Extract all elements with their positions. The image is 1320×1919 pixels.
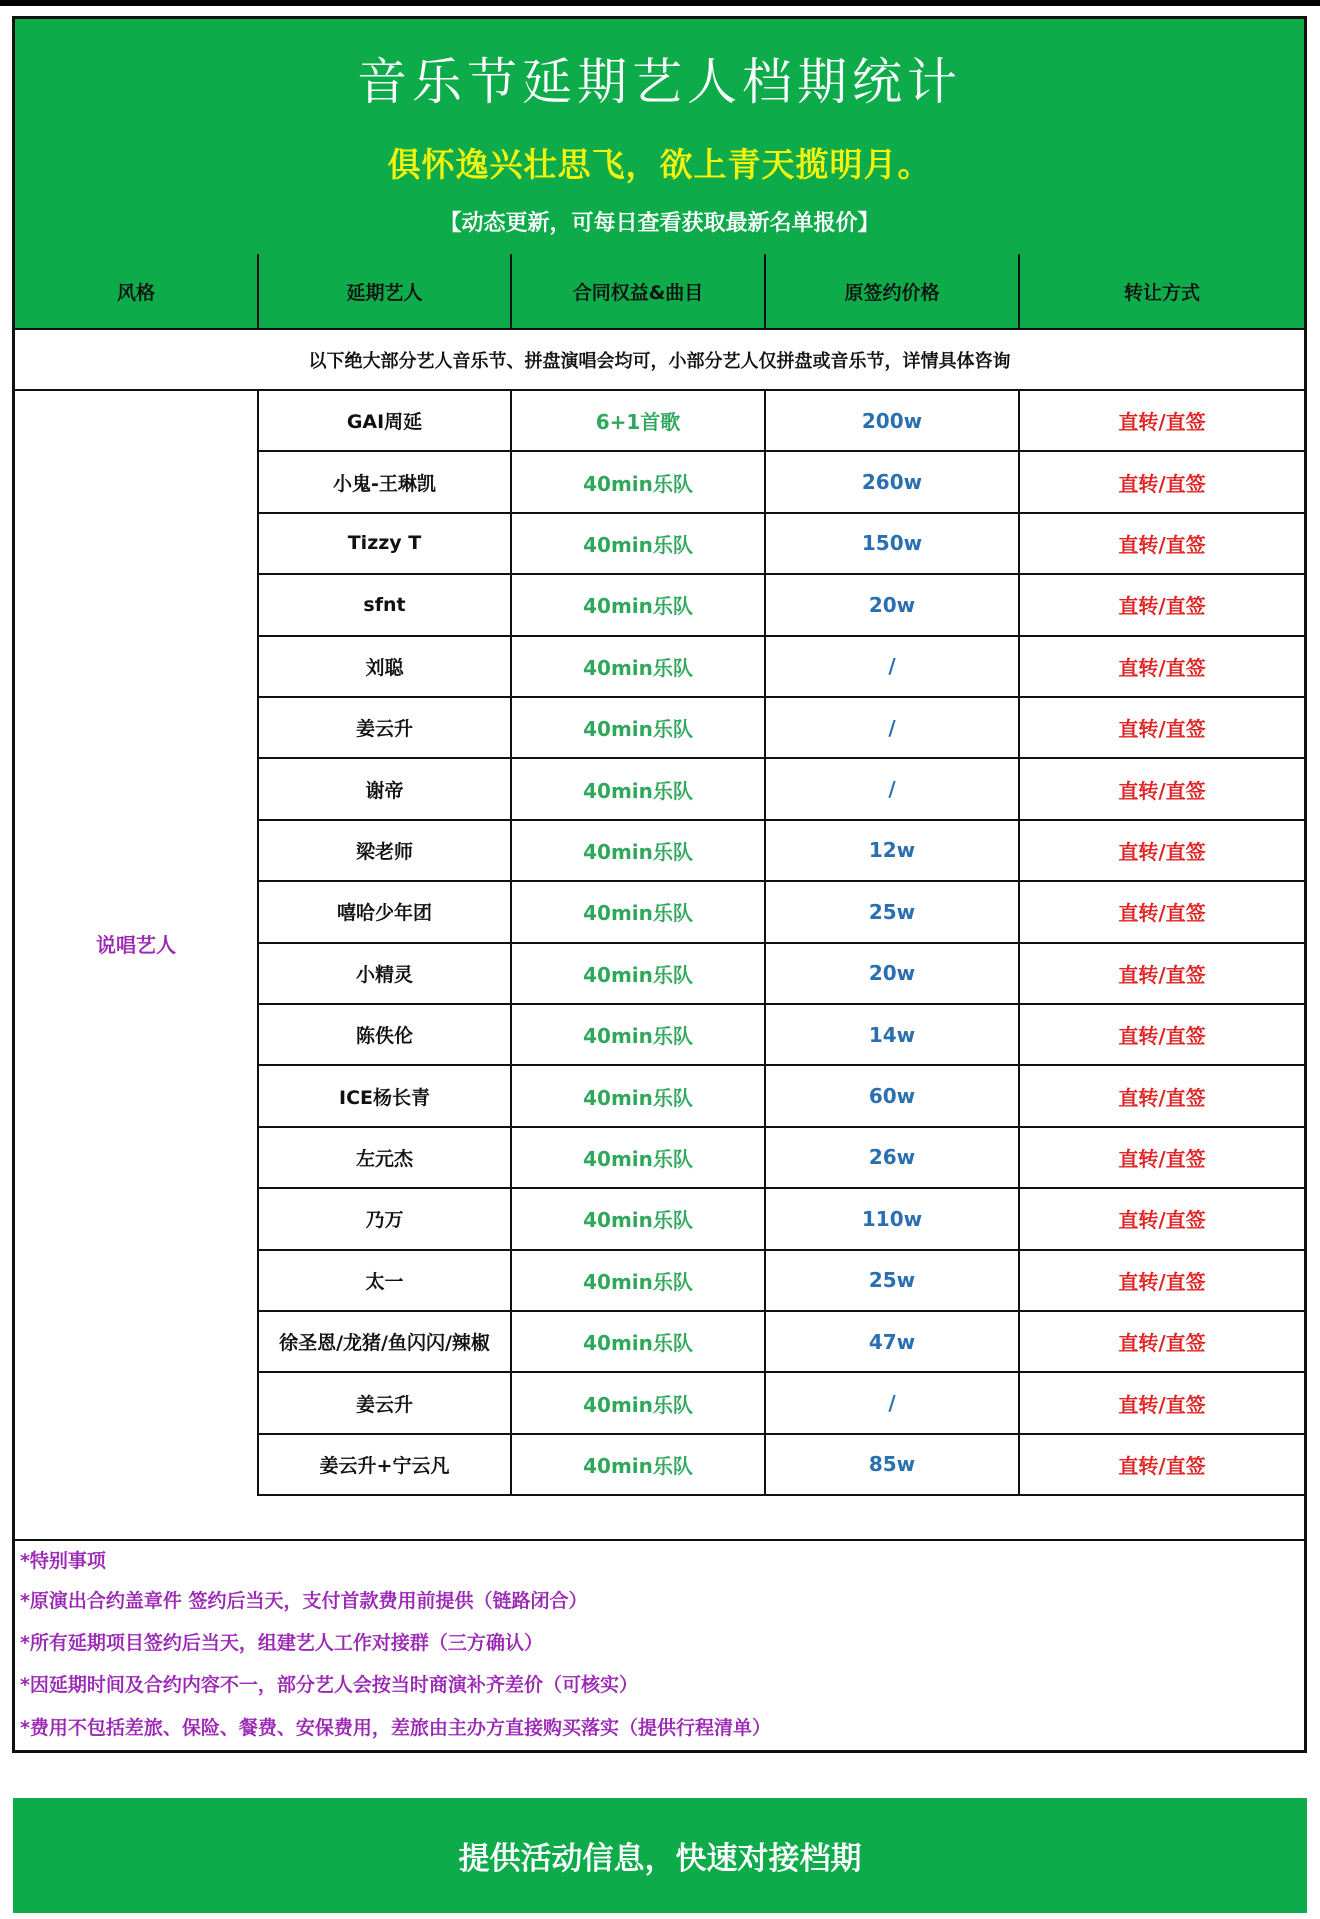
price-cell: 260w [766, 452, 1020, 511]
price-cell: 60w [766, 1066, 1020, 1125]
transfer-cell: 直转/直签 [1118, 717, 1206, 742]
price-cell: 200w [766, 391, 1020, 450]
rights-cell: 40min乐队 [512, 1373, 766, 1432]
table-row [259, 637, 1304, 698]
transfer-cell: 直转/直签 [1118, 1269, 1206, 1294]
transfer-cell: 直转/直签 [1118, 1146, 1206, 1171]
transfer-cell: 直转/直签 [1118, 655, 1206, 680]
table-row [259, 821, 1304, 882]
price-cell: / [766, 698, 1020, 757]
rights-cell: 40min乐队 [512, 1128, 766, 1187]
column-header-style: 风格 [15, 254, 259, 330]
price-cell: 150w [766, 514, 1020, 573]
transfer-cell: 直转/直签 [1118, 1392, 1206, 1417]
rights-cell: 40min乐队 [512, 882, 766, 941]
artist-table [12, 254, 1307, 1541]
transfer-cell: 直转/直签 [1118, 1085, 1206, 1110]
price-cell: 25w [766, 882, 1020, 941]
transfer-cell: 直转/直签 [1118, 962, 1206, 987]
artist-cell: 小鬼-王琳凯 [259, 452, 512, 511]
price-cell: / [766, 759, 1020, 818]
table-row [259, 575, 1304, 636]
note-item: *因延期时间及合约内容不一，部分艺人会按当时商演补齐差价（可核实） [20, 1674, 638, 1696]
footer-cta-banner [13, 1798, 1307, 1913]
artist-cell: 姜云升 [259, 1373, 512, 1432]
artist-cell: 徐圣恩/龙猪/鱼闪闪/辣椒 [259, 1312, 512, 1371]
column-header-price: 原签约价格 [766, 254, 1020, 330]
empty-row [15, 1496, 1304, 1542]
artist-cell: 嘻哈少年团 [259, 882, 512, 941]
rights-cell: 40min乐队 [512, 1312, 766, 1371]
transfer-cell: 直转/直签 [1118, 1024, 1206, 1049]
table-row [259, 698, 1304, 759]
table-row [259, 1128, 1304, 1189]
table-row [259, 1005, 1304, 1066]
price-cell: 20w [766, 575, 1020, 634]
artist-cell: 刘聪 [259, 637, 512, 696]
price-cell: / [766, 637, 1020, 696]
artist-cell: 姜云升 [259, 698, 512, 757]
table-row [259, 391, 1304, 452]
artist-cell: ICE杨长青 [259, 1066, 512, 1125]
rights-cell: 40min乐队 [512, 1005, 766, 1064]
table-row [259, 1251, 1304, 1312]
rights-cell: 40min乐队 [512, 1251, 766, 1310]
price-cell: 47w [766, 1312, 1020, 1371]
rights-cell: 40min乐队 [512, 821, 766, 880]
page-subtitle: 俱怀逸兴壮思飞，欲上青天揽明月。 [387, 145, 932, 184]
rights-cell: 40min乐队 [512, 514, 766, 573]
rights-cell: 40min乐队 [512, 944, 766, 1003]
price-cell: / [766, 1373, 1020, 1432]
notes-section [12, 1541, 1307, 1753]
rights-cell: 40min乐队 [512, 759, 766, 818]
style-category-cell: 说唱艺人 [15, 391, 259, 1496]
rights-cell: 40min乐队 [512, 637, 766, 696]
transfer-cell: 直转/直签 [1118, 532, 1206, 557]
table-row [259, 1312, 1304, 1373]
rights-cell: 40min乐队 [512, 1066, 766, 1125]
transfer-cell: 直转/直签 [1118, 839, 1206, 864]
update-notice: 【动态更新，可每日查看获取最新名单报价】 [439, 211, 880, 236]
transfer-cell: 直转/直签 [1118, 1331, 1206, 1356]
price-cell: 110w [766, 1189, 1020, 1248]
column-header-transfer: 转让方式 [1020, 254, 1304, 330]
price-cell: 20w [766, 944, 1020, 1003]
transfer-cell: 直转/直签 [1118, 410, 1206, 435]
price-cell: 85w [766, 1435, 1020, 1494]
table-row [259, 882, 1304, 943]
note-item: *原演出合约盖章件 签约后当天，支付首款费用前提供（链路闭合） [20, 1590, 588, 1612]
artist-cell: 谢帝 [259, 759, 512, 818]
price-cell: 14w [766, 1005, 1020, 1064]
price-cell: 12w [766, 821, 1020, 880]
note-item: *费用不包括差旅、保险、餐费、安保费用，差旅由主办方直接购买落实（提供行程清单） [20, 1717, 771, 1739]
artist-cell: 小精灵 [259, 944, 512, 1003]
rights-cell: 40min乐队 [512, 575, 766, 634]
artist-cell: 姜云升+宁云凡 [259, 1435, 512, 1494]
table-row [259, 759, 1304, 820]
transfer-cell: 直转/直签 [1118, 1208, 1206, 1233]
transfer-cell: 直转/直签 [1118, 1453, 1206, 1478]
table-row [259, 944, 1304, 1005]
table-row [259, 514, 1304, 575]
artist-cell: 太一 [259, 1251, 512, 1310]
column-header-rights: 合同权益&曲目 [512, 254, 766, 330]
transfer-cell: 直转/直签 [1118, 901, 1206, 926]
table-banner: 以下绝大部分艺人音乐节、拼盘演唱会均可，小部分艺人仅拼盘或音乐节，详情具体咨询 [15, 330, 1304, 391]
top-black-bar [0, 0, 1320, 6]
artist-cell: 左元杰 [259, 1128, 512, 1187]
note-item: *所有延期项目签约后当天，组建艺人工作对接群（三方确认） [20, 1632, 543, 1654]
table-row [259, 1066, 1304, 1127]
page-header [12, 16, 1307, 256]
table-row [259, 1373, 1304, 1434]
artist-cell: 乃万 [259, 1189, 512, 1248]
artist-cell: GAI周延 [259, 391, 512, 450]
table-row [259, 452, 1304, 513]
rights-cell: 40min乐队 [512, 452, 766, 511]
price-cell: 25w [766, 1251, 1020, 1310]
rights-cell: 40min乐队 [512, 698, 766, 757]
table-row [259, 1189, 1304, 1250]
column-header-artist: 延期艺人 [259, 254, 512, 330]
price-cell: 26w [766, 1128, 1020, 1187]
artist-cell: 陈佚伦 [259, 1005, 512, 1064]
footer-cta-text: 提供活动信息，快速对接档期 [458, 1841, 862, 1877]
table-row [259, 1435, 1304, 1496]
transfer-cell: 直转/直签 [1118, 778, 1206, 803]
transfer-cell: 直转/直签 [1118, 471, 1206, 496]
transfer-cell: 直转/直签 [1118, 594, 1206, 619]
artist-cell: 梁老师 [259, 821, 512, 880]
rights-cell: 40min乐队 [512, 1435, 766, 1494]
note-heading: *特别事项 [20, 1550, 106, 1572]
page-title: 音乐节延期艺人档期统计 [357, 53, 962, 111]
artist-cell: sfnt [259, 575, 512, 634]
rights-cell: 40min乐队 [512, 1189, 766, 1248]
artist-cell: Tizzy T [259, 514, 512, 573]
rights-cell: 6+1首歌 [512, 391, 766, 450]
